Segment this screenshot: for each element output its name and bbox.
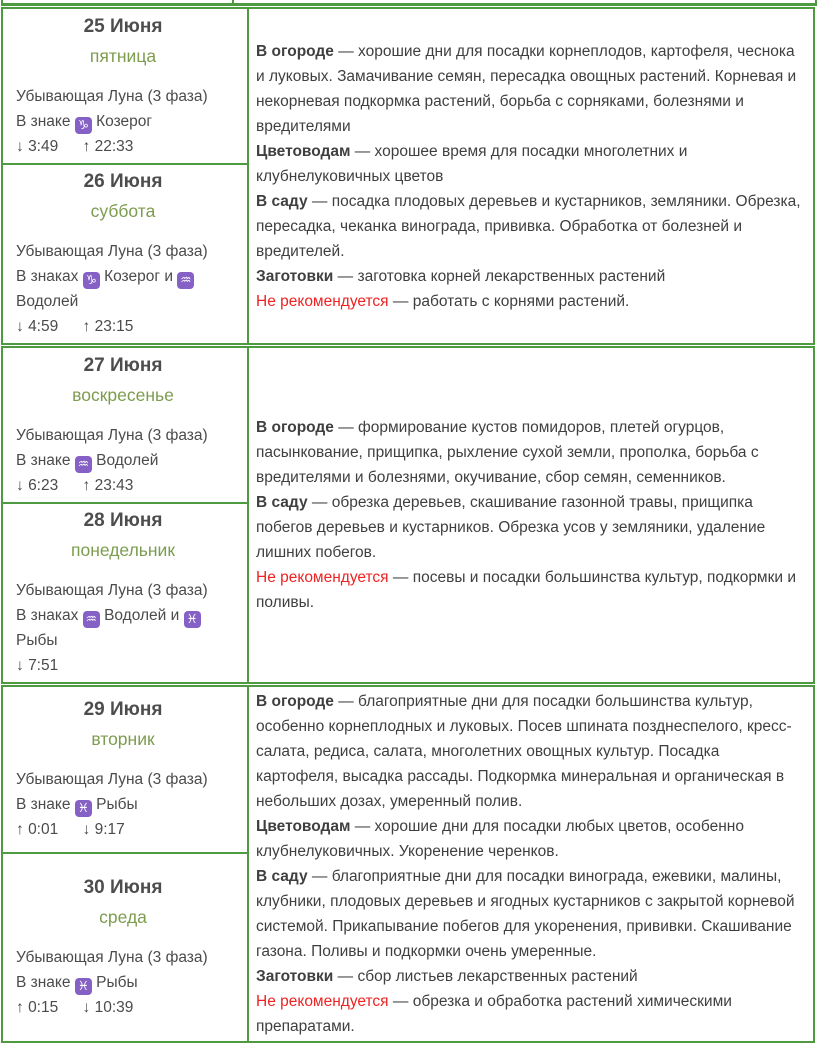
recommendation-text: — обрезка и обработка растений химическими препаратами. [256,993,732,1035]
zodiac-line [16,448,243,473]
recommendation-text: — работать с корнями растений. [392,292,630,310]
moon-phase: Убывающая Луна (3 фаза) [16,771,208,789]
recommendation-harvesting [256,964,803,989]
day-date: 28 Июня [83,510,163,531]
recommendation-text: — хорошее время для посадки многолетних и клубнелуковичных цветов [256,142,688,185]
day-info [16,767,243,842]
sign-name: Водолей [16,293,79,310]
zodiac-line [16,264,243,314]
moon-phase: Убывающая Луна (3 фаза) [16,87,208,105]
sign-prefix: В знаке [16,451,71,469]
warning-label: Не рекомендуется [256,569,389,586]
day-cell-27-june [2,347,248,503]
recommendation-harvesting [256,264,803,289]
recommendation-text: — благоприятные дни для посадки большинства культур, особенно корнеплодных и луковых. Посев шпината позднеспелого, кресс-салата, редиса, салата, многолетних овощных культур. Посадка картофеля, высадка рассады. Подкормка минеральная и органическая в небольших дозах, умеренный полив. [256,693,792,810]
recommendation-label: В саду [256,494,308,511]
recommendation-text: — посадка плодовых деревьев и кустарников, земляники. Обрезка, пересадка, чеканка винограда, прививка. Обработка от болезней и вредителей. [256,192,801,260]
zodiac-line [16,603,243,653]
moonrise-time: 0:15 [28,999,59,1017]
moon-phase: Убывающая Луна (3 фаза) [16,426,208,444]
sign-prefix: В знаках [16,607,79,624]
zodiac-capricorn-icon: ♑ [75,117,92,134]
recommendation-text: — хорошие дни для посадки любых цветов, особенно клубнелуковичных. Укоренение черенков. [256,818,744,860]
sign-prefix: В знаках [16,268,79,285]
day-cell-28-june [2,503,248,683]
zodiac-aquarius-icon: ♒ [75,456,92,473]
moon-rise-set-times [16,134,243,159]
recommendation-label: В огороде [256,419,334,436]
zodiac-line [16,970,243,995]
recommendation-not-recommended [256,989,803,1039]
recommendation-orchard [256,189,803,264]
day-date: 30 Июня [83,877,163,899]
zodiac-line [16,109,243,134]
moonrise-time: 23:43 [94,476,134,494]
moonset-arrow-icon: ↓ [16,657,24,674]
zodiac-aquarius-icon: ♒ [83,611,100,628]
moon-rise-set-times [16,314,243,339]
moon-phase: Убывающая Луна (3 фаза) [16,949,208,967]
day-weekday: понедельник [70,540,175,560]
sign-name: Козерог [104,268,160,285]
sign-prefix: В знаке [16,796,71,814]
recommendation-label: Цветоводам [256,142,351,160]
moon-rise-set-times [16,817,243,842]
zodiac-capricorn-icon: ♑ [83,272,100,289]
recommendation-label: Заготовки [256,267,334,285]
moonset-arrow-icon: ↓ [16,476,24,494]
recommendation-text: — заготовка корней лекарственных растений [337,267,666,285]
recommendation-flowers [256,139,803,189]
sign-name: Рыбы [96,974,138,992]
recommendation-label: Цветоводам [256,818,351,835]
zodiac-aquarius-icon: ♒ [177,272,194,289]
recommendation-label: В огороде [256,42,334,60]
moonrise-time: 23:15 [94,318,134,335]
recommendation-not-recommended [256,565,803,615]
warning-label: Не рекомендуется [256,993,389,1010]
day-weekday: вторник [91,729,155,750]
recommendation-garden [256,689,803,814]
recommendation-label: В саду [256,868,308,885]
sign-name: Козерог [96,112,153,130]
recommendation-label: В огороде [256,693,334,710]
recommendation-text: — сбор листьев лекарственных растений [337,968,638,985]
moon-rise-set-times [16,995,243,1020]
recommendation-label: В саду [256,192,308,210]
calendar-block-29-30 [1,685,815,1043]
moon-phase: Убывающая Луна (3 фаза) [16,582,208,599]
calendar-block-27-28 [1,346,815,684]
moonrise-time: 22:33 [94,137,134,155]
day-cell-25-june [2,8,248,164]
recommendation-text: — обрезка деревьев, скашивание газонной травы, прищипка побегов деревьев и кустарников. Обрезка усов у земляники, удаление лишних побегов. [256,494,766,561]
moonset-arrow-icon: ↓ [82,821,91,839]
moonset-arrow-icon: ↓ [16,137,24,155]
previous-row-right-cell [234,0,817,3]
recommendation-text: — благоприятные дни для посадки винограда, ежевики, малины, клубники, плодовых деревьев и ягодных кустарников с закрытой корневой системой. Прикапывание побегов для укоренения, прививки. Скашивание газона. Поливы и подкормки очень умеренные. [256,868,795,960]
moonset-time: 10:39 [94,999,134,1017]
previous-row-remnant [1,0,817,6]
recommendation-text: — хорошие дни для посадки корнеплодов, картофеля, чеснока и луковых. Замачивание семян, пересадка овощных растений. Корневая и некорневая подкормка растений, борьба с сорняками, болезнями и вредителями [256,42,797,135]
day-weekday: среда [99,907,147,928]
moonrise-time: 0:01 [28,821,59,839]
moonset-arrow-icon: ↓ [16,318,24,335]
previous-row-left-cell [1,0,234,3]
day-info [16,945,243,1020]
sign-name: Рыбы [16,632,58,649]
day-weekday: пятница [89,45,157,66]
recommendations-cell-27-28 [248,347,814,683]
calendar-block-25-26 [1,7,815,345]
sign-name: Рыбы [96,796,138,814]
day-cell-30-june [2,853,248,1042]
day-date: 26 Июня [83,171,163,192]
day-cell-26-june [2,164,248,344]
moonrise-arrow-icon: ↑ [16,999,24,1017]
recommendations-cell-29-30 [248,686,814,1042]
day-info [16,578,243,678]
moonrise-arrow-icon: ↑ [82,476,91,494]
day-info [16,423,243,498]
moonset-arrow-icon: ↓ [82,999,91,1017]
moonrise-arrow-icon: ↑ [82,137,91,155]
moon-phase: Убывающая Луна (3 фаза) [16,243,208,260]
moonset-time: 3:49 [28,137,59,155]
sign-joiner: и [164,268,173,285]
recommendation-text: — посевы и посадки большинства культур, подкормки и поливы. [256,569,796,611]
day-date: 25 Июня [83,15,163,37]
zodiac-pisces-icon: ♓ [75,978,92,995]
day-weekday: суббота [90,201,156,221]
recommendation-text: — формирование кустов помидоров, плетей огурцов, пасынкование, прищипка, рыхление сухой земли, прополка, борьба с вредителями и болезнями, окучивание, сбор семян, семенников. [256,419,759,486]
moonset-time: 6:23 [28,476,59,494]
warning-label: Не рекомендуется [256,292,389,310]
moonset-time: 4:59 [28,318,59,335]
day-info [16,239,243,339]
recommendation-not-recommended [256,289,803,314]
zodiac-pisces-icon: ♓ [75,800,92,817]
day-date: 29 Июня [83,699,163,721]
recommendation-garden [256,415,803,490]
recommendations-cell-25-26 [248,8,814,344]
day-info [16,84,243,159]
recommendation-label: Заготовки [256,968,334,985]
zodiac-line [16,792,243,817]
moonrise-arrow-icon: ↑ [82,318,91,335]
moonrise-arrow-icon: ↑ [16,821,24,839]
sign-prefix: В знаке [16,974,71,992]
moonset-time: 9:17 [94,821,125,839]
sign-prefix: В знаке [16,112,71,130]
recommendation-orchard [256,490,803,565]
recommendation-garden [256,39,803,139]
moon-rise-set-times [16,653,243,678]
recommendation-flowers [256,814,803,864]
zodiac-pisces-icon: ♓ [184,611,201,628]
recommendation-orchard [256,864,803,964]
day-date: 27 Июня [83,354,163,376]
day-cell-29-june [2,686,248,853]
moonset-time: 7:51 [28,657,59,674]
day-weekday: воскресенье [72,384,174,405]
sign-joiner: и [170,607,180,624]
moon-rise-set-times [16,473,243,498]
sign-name: Водолей [104,607,167,624]
sign-name: Водолей [96,451,159,469]
